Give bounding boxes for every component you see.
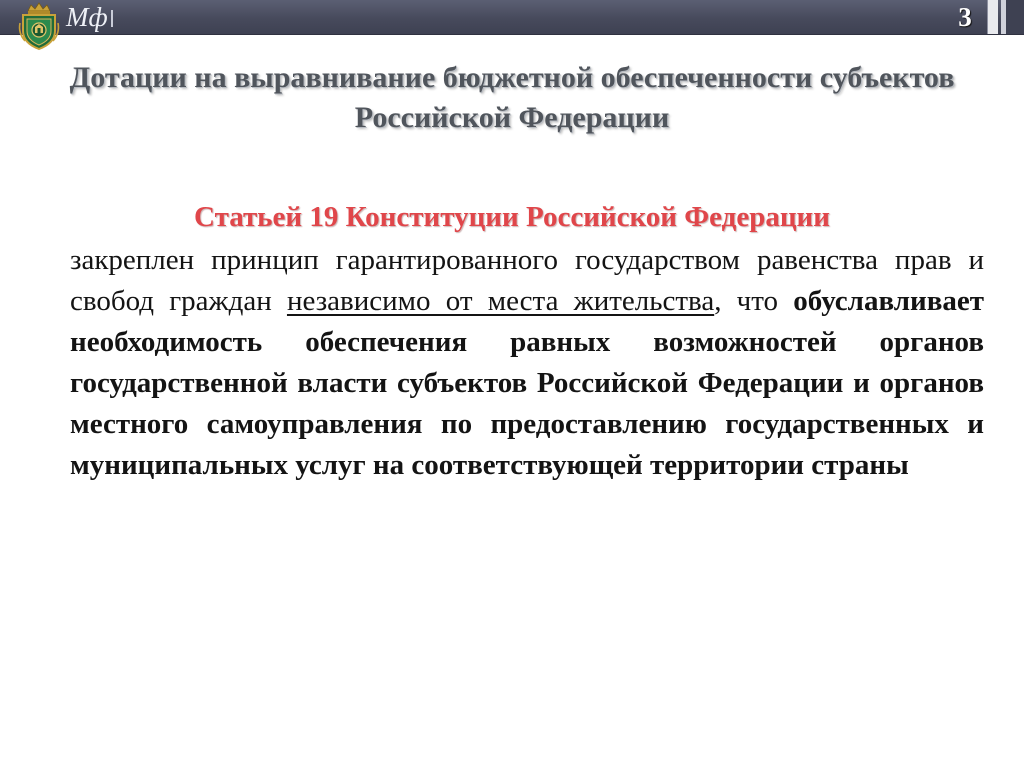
body-underlined-text: независимо от места жительства	[286, 285, 715, 317]
emblem-svg	[14, 1, 64, 51]
ministry-emblem-icon	[14, 1, 64, 51]
body-connector-text: , что	[714, 285, 794, 317]
body-normal-text: закреплен принцип гарантированного государством равенства прав и свобод граждан	[70, 244, 984, 317]
slide-title: Дотации на выравнивание бюджетной обеспеченности субъектов Российской Федерации	[69, 61, 955, 134]
abbr-bar-decoration	[111, 10, 113, 27]
body-bold-text: обуславливает необходимость обеспечения равных возможностей органов государственной власти субъектов Российской Федерации и органов местного самоуправления по предоставлению государственных и муниципальных услуг на соответствующей территории страны	[70, 285, 984, 481]
org-abbr-text: Мф	[66, 2, 108, 32]
header-bar	[0, 0, 1024, 35]
page-number-box	[946, 0, 984, 34]
page-number: 3	[958, 1, 972, 32]
organization-abbreviation	[66, 1, 113, 33]
header-edge-tab	[987, 0, 998, 34]
header-edge-end	[1006, 0, 1024, 34]
body-paragraph	[70, 240, 984, 486]
constitution-subheading: Статьей 19 Конституции Российской Федерации	[194, 201, 830, 233]
